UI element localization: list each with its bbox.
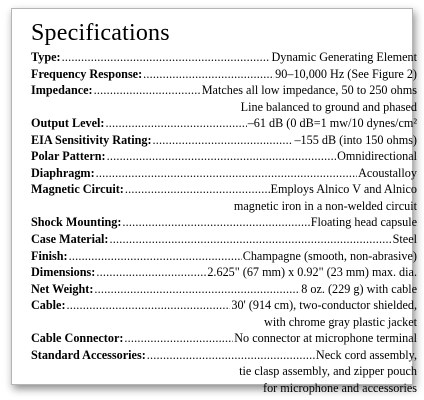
spec-value-continuation: tie clasp assembly, and zipper pouch: [239, 364, 417, 379]
spec-value: Floating head capsule: [310, 215, 417, 230]
spec-value-continuation: for microphone and accessories: [263, 380, 417, 395]
dot-leader: [153, 132, 294, 149]
spec-line: [31, 148, 417, 165]
spec-label: Standard Accessories:: [31, 347, 146, 362]
dot-leader: [107, 148, 337, 165]
spec-row: [31, 264, 417, 281]
spec-label: Case Material:: [31, 232, 109, 247]
spec-line: [31, 214, 417, 231]
spec-line: [31, 297, 417, 314]
dot-leader: [94, 281, 300, 298]
spec-label: Frequency Response:: [31, 66, 143, 81]
spec-row: [31, 148, 417, 165]
spec-label: Dimensions:: [31, 265, 96, 280]
spec-label: Output Level:: [31, 116, 105, 131]
dot-leader: [67, 297, 231, 314]
spec-line: [31, 165, 417, 182]
spec-label: Type:: [31, 50, 61, 64]
spec-value: Matches all low impedance, 50 to 250 ohms: [201, 83, 417, 98]
spec-row: [31, 115, 417, 132]
spec-value: –61 dB (0 dB=1 mw/10 dynes/cm²: [247, 116, 417, 131]
spec-value: –155 dB (into 150 ohms): [294, 132, 417, 147]
spec-row: [31, 132, 417, 149]
spec-line: [31, 115, 417, 132]
dot-leader: [147, 347, 315, 364]
spec-row: [31, 165, 417, 182]
dot-leader: [62, 49, 271, 66]
spec-label: Finish:: [31, 248, 68, 263]
spec-row: [31, 231, 417, 248]
spec-label: Diaphragm:: [31, 165, 95, 180]
spec-value: Acoustalloy: [358, 165, 417, 180]
spec-row: [31, 181, 417, 214]
spec-line: [31, 82, 417, 99]
spec-row: [31, 49, 417, 66]
dot-leader: [96, 264, 206, 281]
dot-leader: [125, 181, 270, 198]
dot-leader: [69, 248, 242, 265]
spec-value: Employs Alnico V and Alnico: [270, 182, 417, 197]
spec-value: No connector at microphone terminal: [234, 331, 417, 346]
spec-line: [31, 330, 417, 347]
spec-label: Net Weight:: [31, 281, 94, 296]
spec-row: [31, 66, 417, 83]
spec-row: [31, 82, 417, 115]
spec-line: [31, 281, 417, 298]
spec-sheet-panel: [11, 8, 417, 395]
spec-label: Magnetic Circuit:: [31, 182, 124, 197]
spec-value: Champagne (smooth, non-abrasive): [242, 248, 417, 263]
dot-leader: [94, 82, 201, 99]
spec-value: Dynamic Generating Element: [271, 50, 417, 64]
spec-label: Cable:: [31, 298, 66, 313]
dot-leader: [124, 330, 233, 347]
dot-leader: [96, 165, 357, 182]
spec-label: Cable Connector:: [31, 331, 124, 346]
spec-line: [31, 49, 417, 66]
spec-label: Polar Pattern:: [31, 149, 106, 164]
page-title: Specifications: [31, 20, 170, 46]
spec-value-continuation: Line balanced to ground and phased: [240, 99, 417, 114]
dot-leader: [105, 115, 246, 132]
dot-leader: [143, 66, 274, 83]
spec-line: [31, 264, 417, 281]
spec-row: [31, 214, 417, 231]
spec-label: Shock Mounting:: [31, 215, 122, 230]
dot-leader: [122, 214, 309, 231]
spec-value: Steel: [392, 232, 417, 247]
dot-leader: [110, 231, 392, 248]
spec-value-continuation: with chrome gray plastic jacket: [264, 314, 417, 329]
spec-row: [31, 347, 417, 397]
spec-line: [31, 347, 417, 364]
spec-line: [31, 66, 417, 83]
spec-value: 90–10,000 Hz (See Figure 2): [275, 66, 417, 81]
spec-value: Neck cord assembly,: [315, 347, 417, 362]
spec-value: 30' (914 cm), two-conductor shielded,: [231, 298, 417, 313]
spec-line: [31, 231, 417, 248]
spec-list: [31, 49, 417, 396]
spec-value: 2.625" (67 mm) x 0.92" (23 mm) max. dia.: [207, 265, 417, 280]
spec-value: 8 oz. (229 g) with cable: [301, 281, 417, 296]
spec-value: Omnidirectional: [337, 149, 417, 164]
spec-row: [31, 297, 417, 330]
spec-label: EIA Sensitivity Rating:: [31, 132, 152, 147]
spec-label: Impedance:: [31, 83, 93, 98]
spec-value-continuation: magnetic iron in a non-welded circuit: [233, 198, 417, 213]
spec-row: [31, 330, 417, 347]
spec-line: [31, 132, 417, 149]
spec-line: [31, 248, 417, 265]
spec-line: [31, 181, 417, 198]
spec-row: [31, 281, 417, 298]
spec-row: [31, 248, 417, 265]
